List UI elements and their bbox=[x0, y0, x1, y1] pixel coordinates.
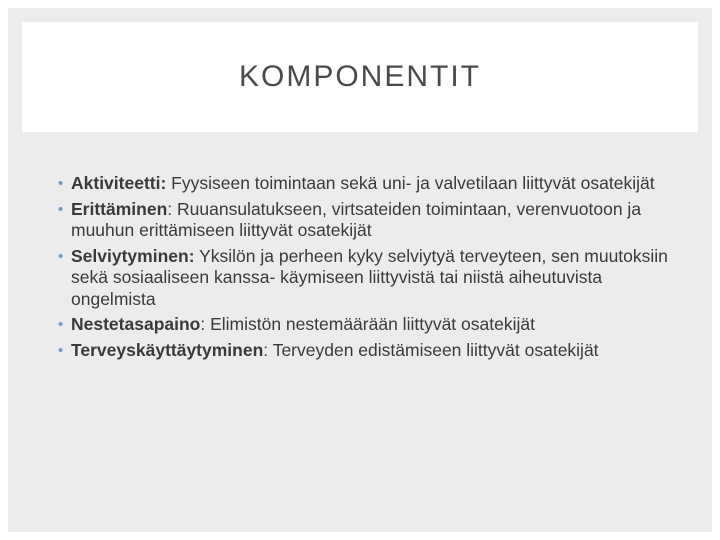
bullet-text: Fyysiseen toimintaan sekä uni- ja valvetilaan liittyvät osatekijät bbox=[166, 173, 655, 193]
bullet-term: Terveyskäyttäytyminen bbox=[71, 339, 264, 360]
bullet-dot-icon: • bbox=[58, 247, 64, 265]
slide-title: KOMPONENTIT bbox=[238, 60, 481, 93]
bullet-dot-icon: • bbox=[58, 341, 64, 359]
bullet-term: Nestetasapaino bbox=[71, 314, 201, 334]
bullet-item-aktiviteetti bbox=[58, 173, 688, 195]
bullet-item-nestetasapaino bbox=[58, 314, 688, 336]
slide bbox=[8, 8, 712, 532]
bullet-text: : Elimistön nestemäärään liittyvät osatekijät bbox=[200, 314, 535, 334]
bullet-text: : Terveyden edistämiseen liittyvät osatekijät bbox=[263, 339, 599, 360]
bullet-item-selviytyminen bbox=[58, 246, 688, 311]
bullet-text: Yksilön ja perheen kyky selviytyä terveyteen, sen muutoksiin sekä sosiaaliseen kanssa- käymiseen liittyvistä tai niistä aiheutuvista ongelmista bbox=[71, 245, 668, 309]
bullet-text: : Ruuansulatukseen, virtsateiden toimintaan, verenvuotoon ja muuhun erittämiseen liittyvät osatekijät bbox=[71, 198, 642, 240]
bullet-dot-icon: • bbox=[58, 316, 64, 333]
bullet-term: Selviytyminen: bbox=[71, 245, 195, 266]
bullet-list bbox=[58, 173, 688, 365]
title-box bbox=[22, 22, 698, 132]
bullet-dot-icon: • bbox=[58, 175, 64, 192]
bullet-dot-icon: • bbox=[58, 200, 64, 218]
bullet-item-terveyskayttaytyminen bbox=[58, 340, 688, 362]
bullet-term: Erittäminen bbox=[71, 198, 168, 219]
bullet-term: Aktiviteetti: bbox=[71, 173, 167, 193]
bullet-item-erittaminen bbox=[58, 199, 688, 242]
